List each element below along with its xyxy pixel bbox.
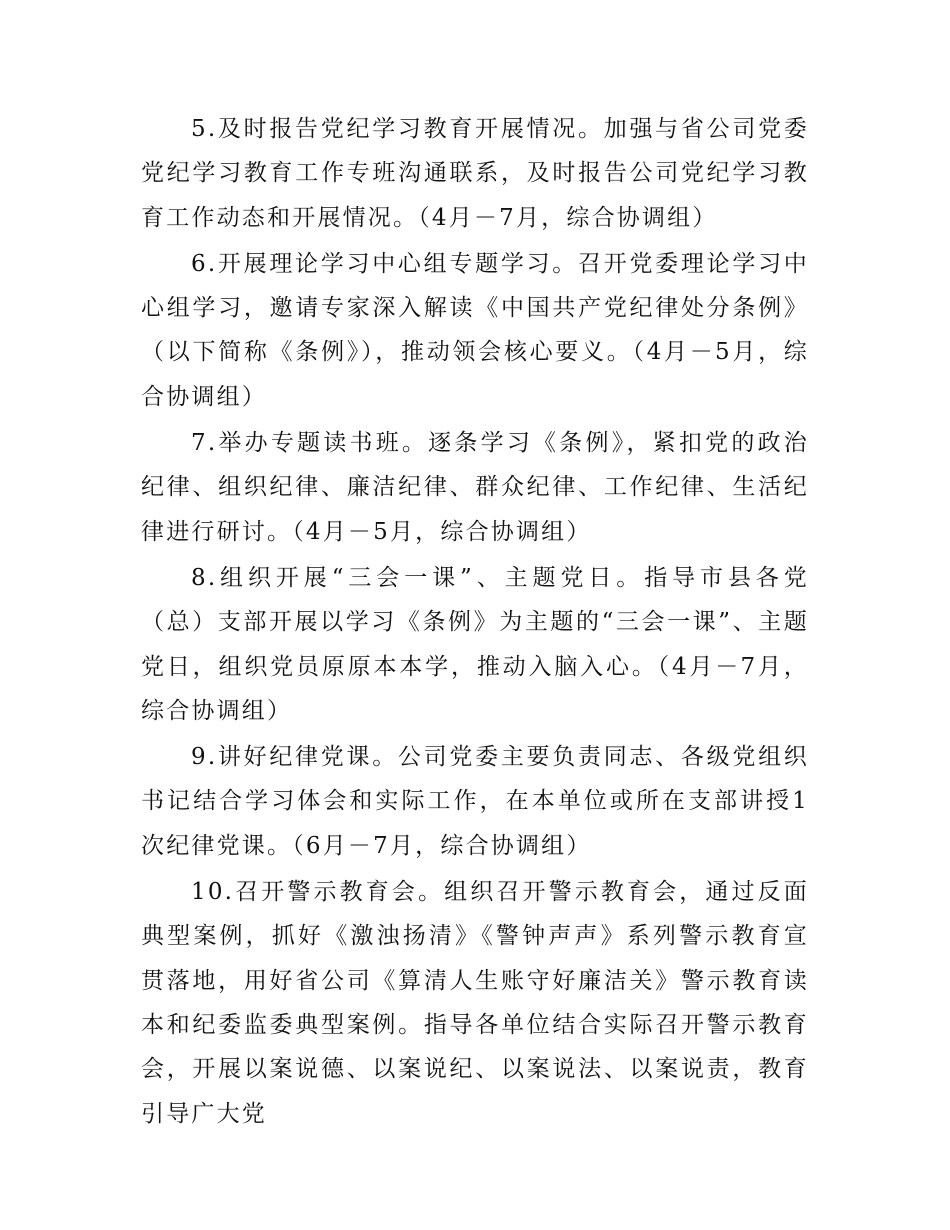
paragraph-item-7: 7.举办专题读书班。逐条学习《条例》，紧扣党的政治纪律、组织纪律、廉洁纪律、群众纪律、工作纪律、生活纪律进行研讨。（4月－5月，综合协调组） — [141, 430, 809, 545]
paragraph-item-8: 8.组织开展“三会一课”、主题党日。指导市县各党（总）支部开展以学习《条例》为主题的“三会一课”、主题党日，组织党员原原本本学，推动入脑入心。（4月－7月，综合协调组） — [141, 564, 809, 724]
paragraph-item-10: 10.召开警示教育会。组织召开警示教育会，通过反面典型案例，抓好《激浊扬清》《警钟声声》系列警示教育宣贯落地，用好省公司《算清人生账守好廉洁关》警示教育读本和纪委监委典型案例。指导各单位结合实际召开警示教育会，开展以案说德、以案说纪、以案说法、以案说责，教育引导广大党 — [141, 879, 809, 1127]
paragraph-item-5: 5.及时报告党纪学习教育开展情况。加强与省公司党委党纪学习教育工作专班沟通联系，及时报告公司党纪学习教育工作动态和开展情况。（4月－7月，综合协调组） — [141, 116, 809, 231]
paragraph-item-9: 9.讲好纪律党课。公司党委主要负责同志、各级党组织书记结合学习体会和实际工作，在本单位或所在支部讲授1次纪律党课。（6月－7月，综合协调组） — [141, 744, 809, 859]
paragraph-item-6: 6.开展理论学习中心组专题学习。召开党委理论学习中心组学习，邀请专家深入解读《中国共产党纪律处分条例》（以下简称《条例》），推动领会核心要义。（4月－5月，综合协调组） — [141, 250, 809, 410]
document-body — [141, 107, 809, 1138]
